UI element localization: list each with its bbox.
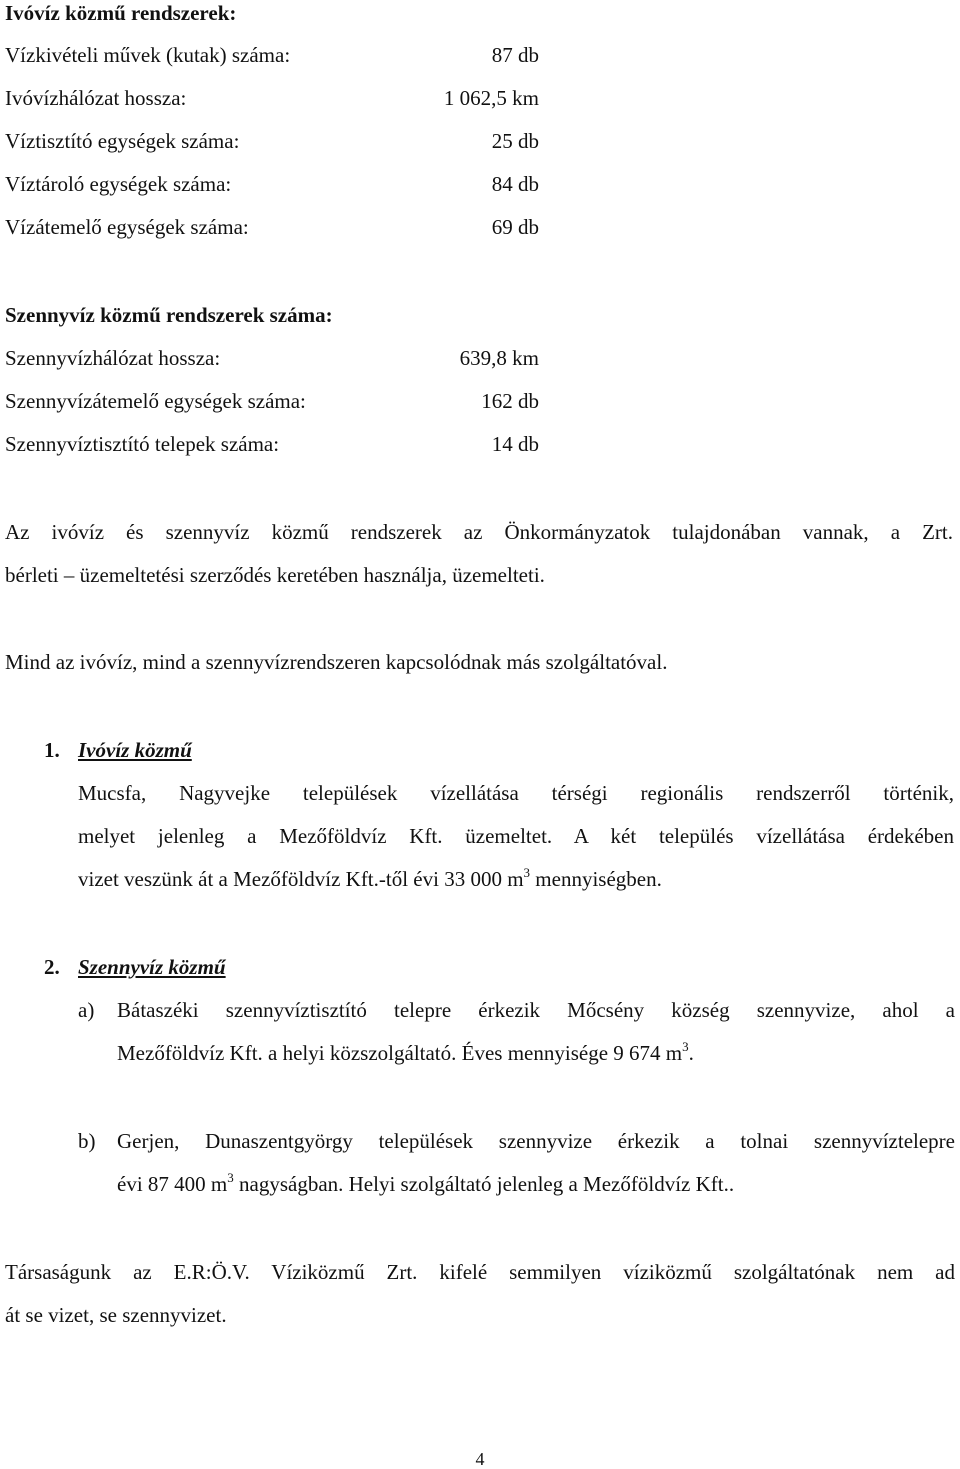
section-2-number: 2.	[44, 955, 60, 979]
dw-row-label: Vízátemelő egységek száma:	[5, 215, 249, 239]
cubic-superscript: 3	[523, 865, 531, 880]
dw-row-value: 25 db	[491, 129, 539, 153]
ww-row-value: 14 db	[491, 432, 539, 456]
section-1-title: Ivóvíz közmű	[78, 738, 192, 762]
cubic-superscript: 3	[227, 1170, 234, 1185]
wastewater-heading: Szennyvíz közmű rendszerek száma:	[5, 303, 333, 327]
ww-row-label: Szennyvíztisztító telepek száma:	[5, 432, 280, 456]
item-a-line-2	[117, 1039, 694, 1065]
dw-row-label: Vízkivételi művek (kutak) száma:	[5, 43, 291, 67]
item-a-line-2-tail: .	[688, 1041, 694, 1065]
dw-row-value: 1 062,5 km	[443, 86, 539, 110]
ownership-line-2: bérleti – üzemeltetési szerződés keretében használja, üzemelteti.	[5, 563, 545, 587]
item-b-line-2-tail: nagyságban. Helyi szolgáltató jelenleg a Mezőföldvíz Kft..	[233, 1172, 735, 1196]
item-b-line-2-text: évi 87 400 m	[117, 1172, 228, 1196]
closing-line-1: Társaságunk az E.R:Ö.V. Víziközmű Zrt. kifelé semmilyen víziközmű szolgáltatónak nem ad	[5, 1260, 955, 1284]
section-1-line-3-text: vizet veszünk át a Mezőföldvíz Kft.-től évi 33 000 m	[78, 867, 524, 891]
item-a-line-1: Bátaszéki szennyvíztisztító telepre érkezik Mőcsény község szennyvize, ahol a	[117, 998, 955, 1022]
item-a-marker: a)	[78, 998, 95, 1022]
ww-row-value: 162 db	[481, 389, 539, 413]
dw-row-label: Víztisztító egységek száma:	[5, 129, 240, 153]
dw-row-value: 69 db	[491, 215, 539, 239]
page-number: 4	[475, 1449, 485, 1469]
item-b-marker: b)	[78, 1129, 96, 1153]
drinking-water-heading: Ivóvíz közmű rendszerek:	[5, 1, 237, 25]
ww-row-label: Szennyvízhálózat hossza:	[5, 346, 221, 370]
section-1-line-3	[78, 865, 662, 891]
section-1-line-1: Mucsfa, Nagyvejke települések vízellátása térségi regionális rendszerről történik,	[78, 781, 954, 805]
dw-row-label: Víztároló egységek száma:	[5, 172, 232, 196]
section-2-title: Szennyvíz közmű	[78, 955, 226, 979]
dw-row-value: 84 db	[491, 172, 539, 196]
closing-line-2: át se vizet, se szennyvizet.	[5, 1303, 227, 1327]
section-1-line-2: melyet jelenleg a Mezőföldvíz Kft. üzemeltet. A két település vízellátása érdekében	[78, 824, 954, 848]
ownership-line-1: Az ivóvíz és szennyvíz közmű rendszerek az Önkormányzatok tulajdonában vannak, a Zrt.	[5, 520, 953, 544]
item-a-line-2-text: Mezőföldvíz Kft. a helyi közszolgáltató. Éves mennyisége 9 674 m	[117, 1041, 683, 1065]
section-1-line-3-tail: mennyiségben.	[530, 867, 662, 891]
section-1-number: 1.	[44, 738, 60, 762]
item-b-line-2	[117, 1170, 735, 1196]
connection-sentence: Mind az ivóvíz, mind a szennyvízrendszeren kapcsolódnak más szolgáltatóval.	[5, 650, 668, 674]
dw-row-label: Ivóvízhálózat hossza:	[5, 86, 187, 110]
cubic-superscript: 3	[682, 1039, 689, 1054]
ww-row-label: Szennyvízátemelő egységek száma:	[5, 389, 306, 413]
ww-row-value: 639,8 km	[459, 346, 539, 370]
dw-row-value: 87 db	[491, 43, 539, 67]
item-b-line-1: Gerjen, Dunaszentgyörgy települések szennyvize érkezik a tolnai szennyvíztelepre	[117, 1129, 955, 1153]
